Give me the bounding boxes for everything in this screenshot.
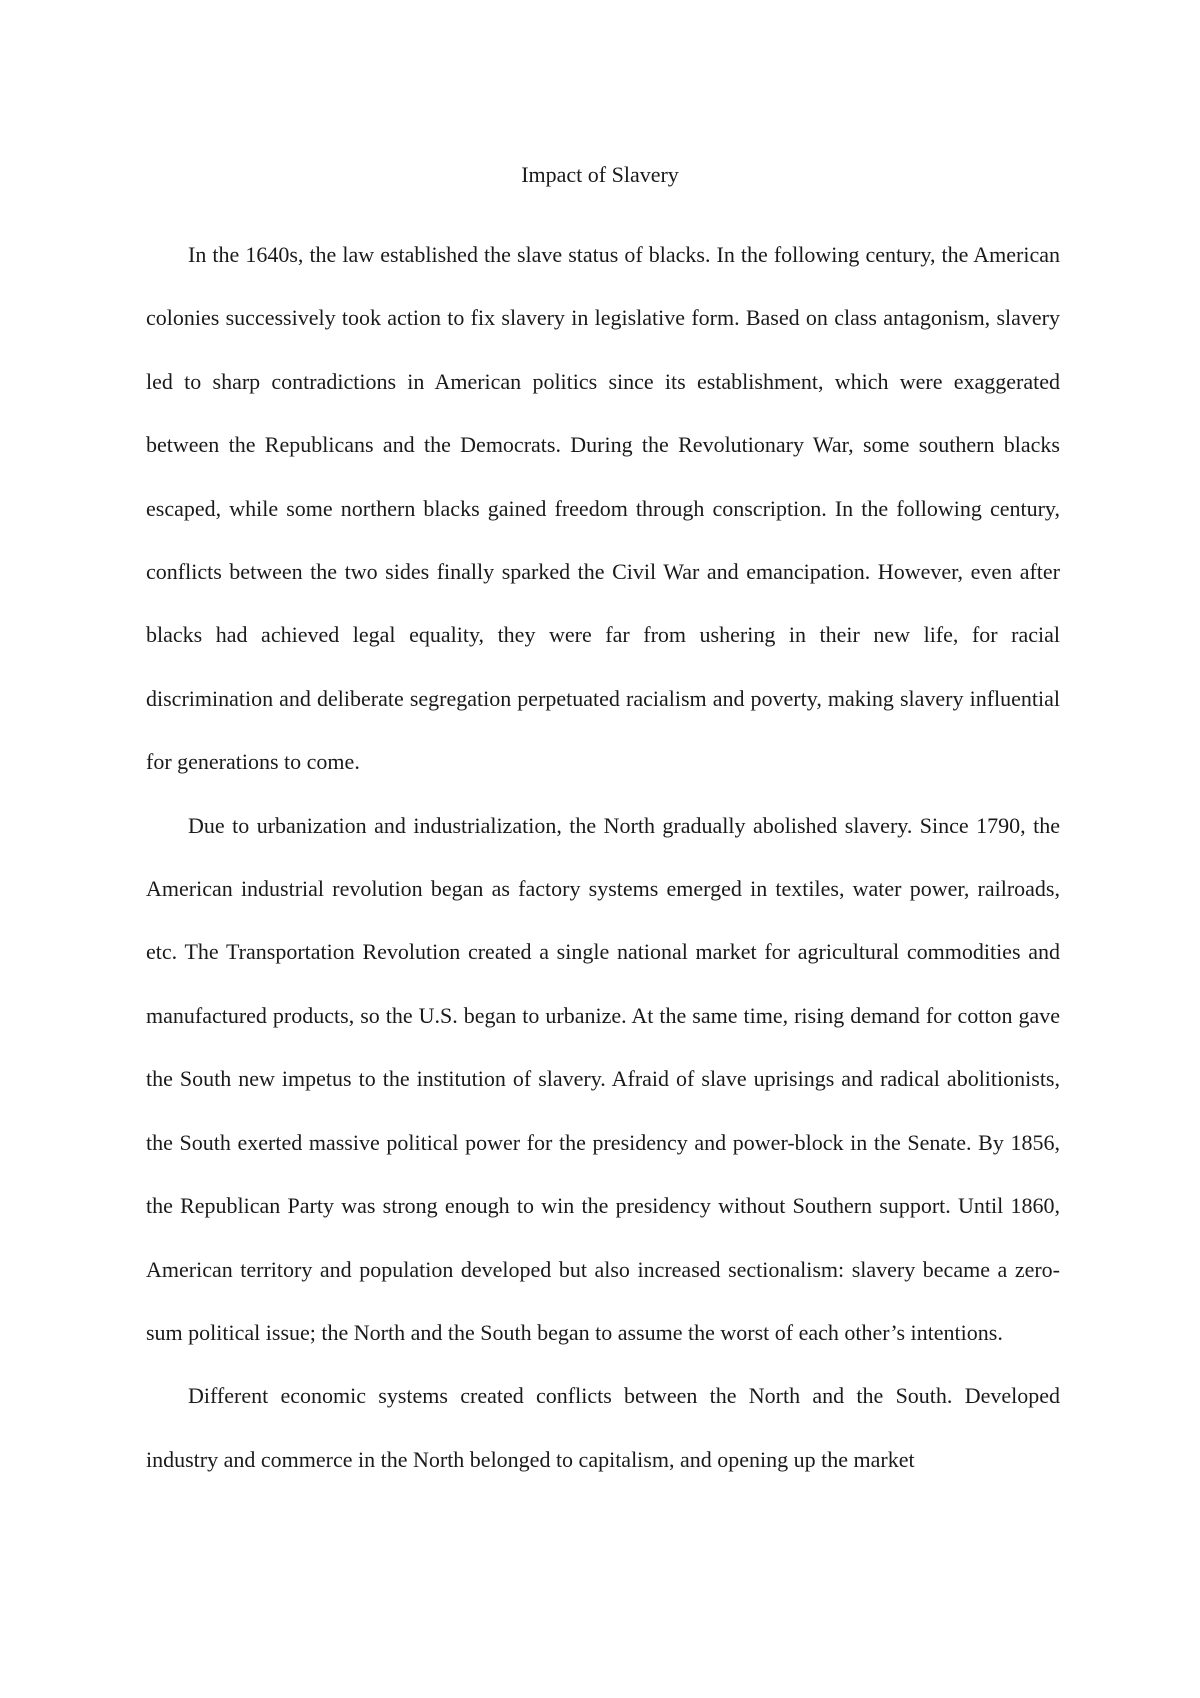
- document-title: Impact of Slavery: [521, 162, 679, 187]
- paragraph-2: Due to urbanization and industrialization, the North gradually abolished slavery. Since 1790, the American industrial revolution began as factory systems emerged in textiles, water power, railroads, etc. The Transportation Revolution created a single national market for agricultural commodities and manufactured products, so the U.S. began to urbanize. At the same time, rising demand for cotton gave the South new impetus to the institution of slavery. Afraid of slave uprisings and radical abolitionists, the South exerted massive political power for the presidency and power-block in the Senate. By 1856, the Republican Party was strong enough to win the presidency without Southern support. Until 1860, American territory and population developed but also increased sectionalism: slavery became a zero-sum political issue; the North and the South began to assume the worst of each other’s intentions.: [146, 812, 1060, 1345]
- document-body: [146, 223, 1060, 1491]
- paragraph-3: Different economic systems created conflicts between the North and the South. Developed industry and commerce in the North belonged to capitalism, and opening up the market: [146, 1383, 1060, 1472]
- paragraph-1: In the 1640s, the law established the slave status of blacks. In the following century, the American colonies successively took action to fix slavery in legislative form. Based on class antagonism, slavery led to sharp contradictions in American politics since its establishment, which were exaggerated between the Republicans and the Democrats. During the Revolutionary War, some southern blacks escaped, while some northern blacks gained freedom through conscription. In the following century, conflicts between the two sides finally sparked the Civil War and emancipation. However, even after blacks had achieved legal equality, they were far from ushering in their new life, for racial discrimination and deliberate segregation perpetuated racialism and poverty, making slavery influential for generations to come.: [146, 242, 1060, 775]
